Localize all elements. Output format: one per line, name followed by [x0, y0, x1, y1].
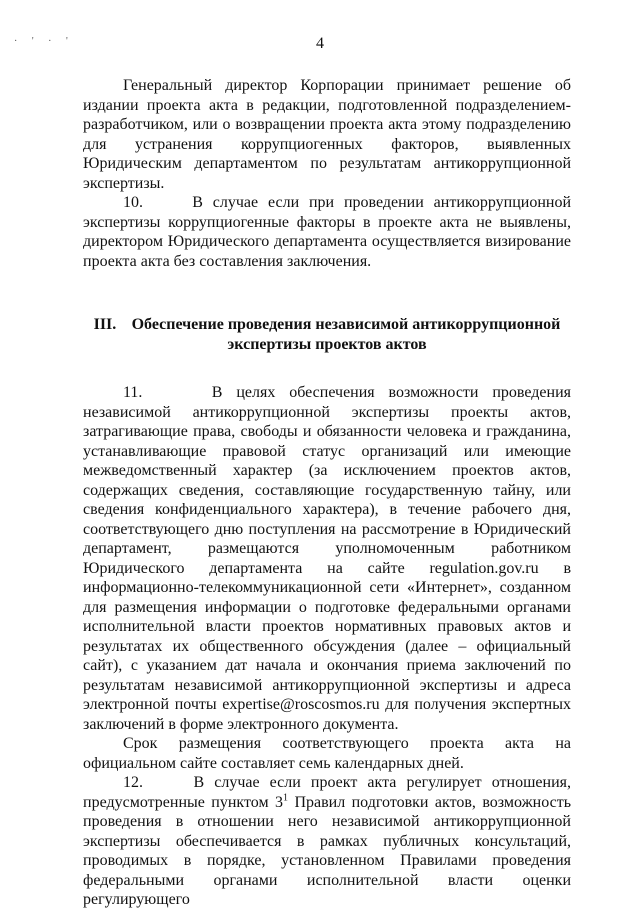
paragraph-12-start: 12. В случае если проект акта регулирует отношения, предусмотренные пунктом 3: [83, 774, 571, 811]
document-body: [83, 76, 571, 910]
paragraph-11: 11. В целях обеспечения возможности проведения независимой антикоррупционной экспертизы проекты актов, затрагивающие права, свободы и обязанности человека и гражданина, устанавливающие правовой статус организаций или имеющие межведомственный характер (за исключением проектов актов, содержащих сведения, составляющие государственную тайну, или сведения конфиденциального характера), в течение рабочего дня, соответствующего дню поступления на рассмотрение в Юридический департамент, размещаются уполномоченным работником Юридического департамента на сайте regulation.gov.ru в информационно-телекоммуникационной сети «Интернет», созданном для размещения информации о подготовке федеральными органами исполнительной власти проектов нормативных правовых актов и результатах их общественного обсуждения (далее – официальный сайт), с указанием дат начала и окончания приема заключений по результатам независимой антикоррупционной экспертизы и адреса электронной почты expertise@roscosmos.ru для получения экспертных заключений в форме электронного документа.: [83, 384, 571, 733]
section-title-line-1: Обеспечение проведения независимой антикоррупционной: [131, 316, 561, 333]
section-number: III.: [93, 316, 117, 333]
page-number: 4: [316, 35, 324, 52]
paragraph-10: 10. В случае если при проведении антикоррупционной экспертизы коррупциогенные факторы в проекте акта не выявлены, директором Юридического департамента осуществляется визирование проекта акта без составления заключения.: [83, 194, 571, 270]
paragraph-12-rest: Правил подготовки актов, возможность проведения в отношении него независимой антикоррупционной экспертизы обеспечивается в рамках публичных консультаций, проводимых в порядке, установленном Правилами проведения федеральными органами исполнительной власти оценки регулирующего: [83, 793, 571, 908]
section-heading: [83, 315, 571, 355]
section-title-line-2: экспертизы проектов актов: [227, 336, 427, 353]
paragraph-12: [83, 773, 571, 910]
section-heading-line-1: [83, 315, 571, 335]
footnote-superscript: 1: [283, 792, 289, 804]
paragraph-placement-term: Срок размещения соответствующего проекта акта на официальном сайте составляет семь календарных дней.: [83, 735, 571, 772]
scan-specks: · ' · ': [14, 36, 74, 47]
paragraph-director-decision: Генеральный директор Корпорации принимает решение об издании проекта акта в редакции, подготовленной подразделением-разработчиком, или о возвращении проекта акта этому подразделению для устранения коррупциогенных факторов, выявленных Юридическим департаментом по результатам антикоррупционной экспертизы.: [83, 77, 571, 192]
